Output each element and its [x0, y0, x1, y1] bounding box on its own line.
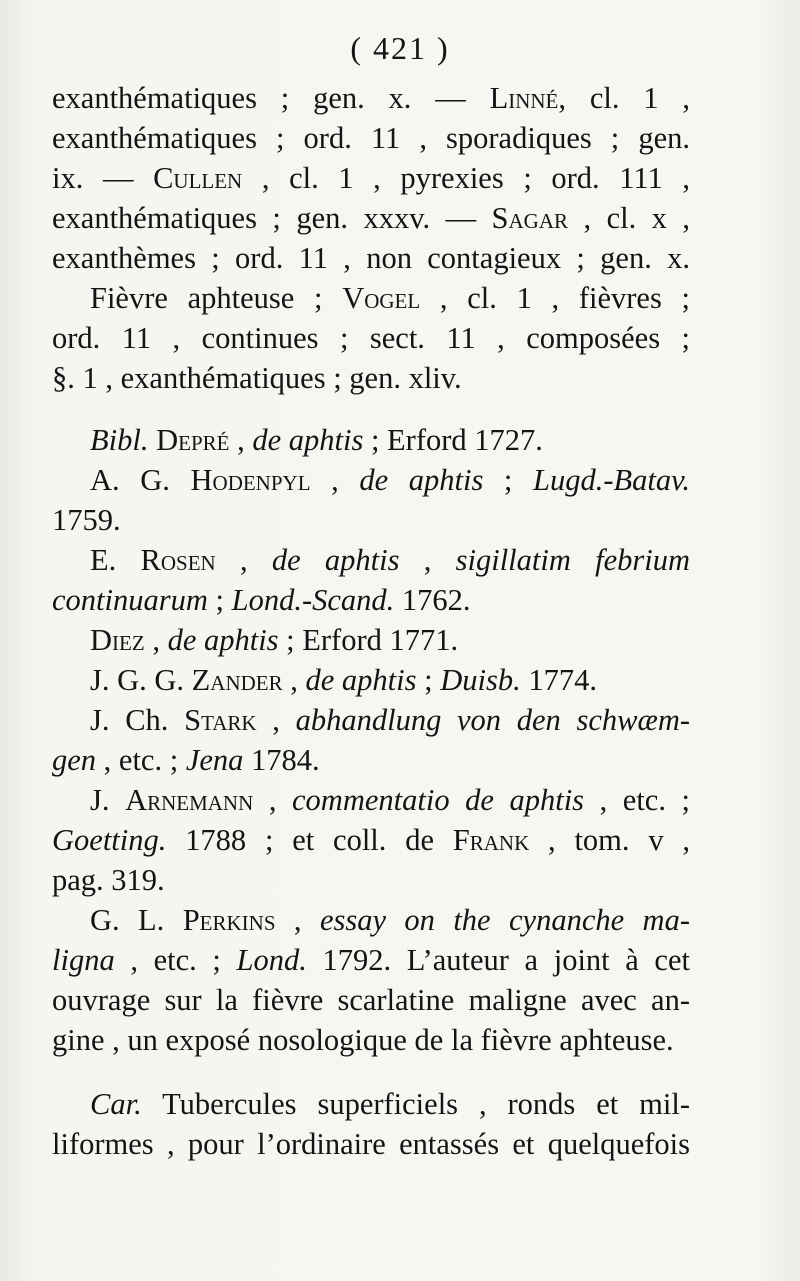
text-run: , etc. ;	[114, 943, 237, 977]
text-line	[52, 940, 690, 980]
text-run: 1762.	[394, 583, 471, 617]
italic-text: de aphtis	[252, 423, 364, 457]
text-run: ,	[253, 783, 293, 817]
text-line	[52, 358, 690, 398]
text-line	[52, 78, 690, 118]
text-run: , tom. v ,	[529, 823, 690, 857]
page-body-text	[52, 78, 690, 1164]
text-line	[52, 118, 690, 158]
author-name: Hodenpyl	[190, 463, 311, 497]
text-line	[52, 980, 690, 1020]
text-line	[52, 420, 690, 460]
text-run: ; Erford 1771.	[278, 623, 459, 657]
text-run: gine , un exposé nosologique de la fièvre aphteuse.	[52, 1023, 674, 1057]
text-line	[52, 198, 690, 238]
text-run: ,	[399, 543, 456, 577]
text-line	[52, 500, 690, 540]
text-run: A. G.	[90, 463, 191, 497]
text-run: , etc. ;	[584, 783, 691, 817]
author-name: Sagar	[491, 201, 569, 235]
italic-text: Car.	[90, 1087, 142, 1121]
text-line	[52, 278, 690, 318]
text-run: ix. —	[52, 161, 154, 195]
text-line	[52, 780, 690, 820]
text-run: , cl. 1 , pyrexies ; ord. 111 ,	[242, 161, 690, 195]
text-line	[52, 540, 690, 580]
italic-text: Bibl.	[90, 423, 149, 457]
text-line	[52, 620, 690, 660]
text-line	[52, 660, 690, 700]
italic-text: Jena	[185, 743, 244, 777]
author-name: Arnemann	[125, 783, 254, 817]
italic-text: de aphtis	[271, 543, 400, 577]
text-run: , etc. ;	[96, 743, 186, 777]
author-name: Perkins	[182, 903, 276, 937]
author-name: Linné	[489, 81, 559, 115]
italic-text: abhandlung von den schwæm-	[295, 703, 691, 737]
text-run: ,	[229, 423, 253, 457]
text-run: ;	[416, 663, 441, 697]
text-run: G. L.	[90, 903, 183, 937]
author-name: Depré	[156, 423, 230, 457]
text-run: ouvrage sur la fièvre scarlatine maligne avec an-	[52, 983, 690, 1017]
text-run: 1784.	[243, 743, 320, 777]
text-run: exanthématiques ; ord. 11 , sporadiques ; gen.	[52, 121, 690, 155]
italic-text: Lond.-Scand.	[231, 583, 395, 617]
text-line	[52, 700, 690, 740]
text-run: exanthématiques ; gen. x. —	[52, 81, 490, 115]
paragraph-gap	[52, 398, 690, 420]
text-line	[52, 900, 690, 940]
text-line	[52, 460, 690, 500]
text-run: J. G. G.	[90, 663, 192, 697]
italic-text: Lugd.-Batav.	[532, 463, 690, 497]
text-run: , cl. 1 ,	[558, 81, 690, 115]
text-run	[148, 423, 156, 457]
text-line	[52, 580, 690, 620]
author-name: Frank	[452, 823, 530, 857]
text-line	[52, 1084, 690, 1124]
text-run: ,	[256, 703, 296, 737]
italic-text: essay on the cynanche ma-	[319, 903, 690, 937]
text-run: ,	[310, 463, 360, 497]
italic-text: de aphtis	[167, 623, 279, 657]
text-line	[52, 158, 690, 198]
italic-text: ligna	[52, 943, 115, 977]
text-run: , cl. 1 , fièvres ;	[420, 281, 690, 315]
text-run: J. Ch.	[90, 703, 185, 737]
italic-text: sigillatim febrium	[455, 543, 691, 577]
italic-text: Goetting.	[52, 823, 167, 857]
italic-text: de aphtis	[359, 463, 484, 497]
italic-text: commentatio de aphtis	[292, 783, 585, 817]
text-line	[52, 1020, 690, 1060]
text-line	[52, 318, 690, 358]
text-run: E.	[90, 543, 141, 577]
text-line	[52, 740, 690, 780]
author-name: Stark	[184, 703, 257, 737]
text-run: ord. 11 , continues ; sect. 11 , composées ;	[52, 321, 690, 355]
text-run: exanthèmes ; ord. 11 , non contagieux ; gen. x.	[52, 241, 690, 275]
text-line	[52, 820, 690, 860]
text-run: J.	[90, 783, 126, 817]
author-name: Zander	[191, 663, 283, 697]
italic-text: gen	[52, 743, 97, 777]
author-name: Vogel	[342, 281, 421, 315]
text-run: Tubercules superficiels , ronds et mil-	[141, 1087, 690, 1121]
author-name: Cullen	[153, 161, 243, 195]
text-line	[52, 1124, 690, 1164]
text-run: ,	[282, 663, 306, 697]
italic-text: Lond.	[236, 943, 307, 977]
text-run: 1788 ; et coll. de	[166, 823, 453, 857]
italic-text: continuarum	[52, 583, 208, 617]
text-run: 1774.	[520, 663, 597, 697]
text-run: ,	[275, 903, 320, 937]
paragraph-gap	[52, 1060, 690, 1084]
text-line	[52, 860, 690, 900]
page-number: ( 421 )	[350, 30, 450, 66]
author-name: Rosen	[140, 543, 216, 577]
text-run: ;	[207, 583, 232, 617]
italic-text: de aphtis	[305, 663, 417, 697]
text-run: liformes , pour l’ordinaire entassés et quelquefois	[52, 1127, 690, 1161]
text-run: 1792. L’auteur a joint à cet	[306, 943, 690, 977]
author-name: Diez	[90, 623, 145, 657]
text-run: ;	[483, 463, 533, 497]
text-run: pag. 319.	[52, 863, 165, 897]
italic-text: Duisb.	[440, 663, 521, 697]
text-run: ,	[144, 623, 168, 657]
text-line	[52, 238, 690, 278]
text-run: ,	[215, 543, 272, 577]
text-run: ; Erford 1727.	[363, 423, 543, 457]
text-run: Fièvre aphteuse ;	[90, 281, 343, 315]
text-run: 1759.	[52, 503, 121, 537]
text-run: , cl. x ,	[568, 201, 690, 235]
text-run: §. 1 , exanthématiques ; gen. xliv.	[52, 361, 462, 395]
text-run: exanthématiques ; gen. xxxv. —	[52, 201, 492, 235]
